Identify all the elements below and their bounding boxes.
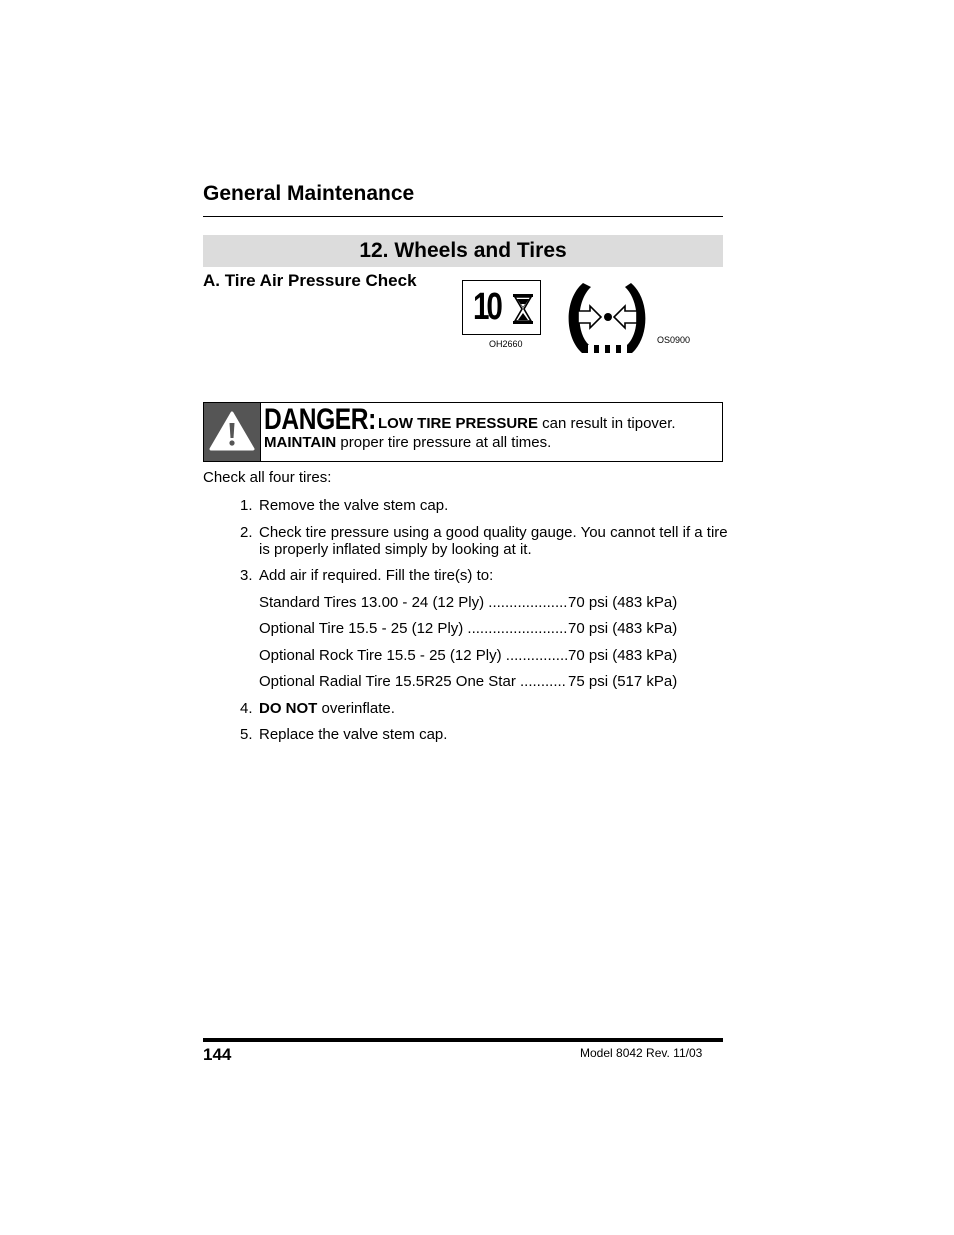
section-title: General Maintenance: [203, 182, 415, 205]
step-number: 2.: [240, 524, 253, 541]
hourglass-glyph-icon: [512, 294, 534, 324]
intro-text: Check all four tires:: [203, 469, 332, 486]
spec-value: 70 psi (483 kPa): [568, 620, 678, 637]
spec-label: Optional Tire 15.5 - 25 (12 Ply) .....: [259, 620, 567, 637]
danger-text: proper tire pressure at all times.: [336, 434, 552, 451]
danger-panel: [204, 403, 261, 461]
danger-emphasis: MAINTAIN: [264, 434, 337, 451]
chapter-title: 12. Wheels and Tires: [203, 235, 723, 267]
image-code: OH2660: [489, 339, 523, 349]
spec-value: 70 psi (483 kPa): [568, 647, 678, 664]
step-number: 3.: [240, 567, 253, 584]
model-revision: Model 8042 Rev. 11/03: [580, 1046, 703, 1060]
step-text: [259, 700, 729, 717]
subheading: A. Tire Air Pressure Check: [203, 271, 417, 290]
danger-text: can result in tipover.: [538, 415, 676, 432]
step-emphasis: DO NOT: [259, 700, 318, 717]
danger-message-line1: [378, 415, 676, 432]
spec-label: Standard Tires 13.00 - 24 (12 Ply) .....: [259, 594, 567, 611]
image-code: OS0900: [657, 335, 691, 345]
step-number: 5.: [240, 726, 253, 743]
service-interval-number: 10: [473, 286, 500, 328]
danger-emphasis: LOW TIRE PRESSURE: [378, 415, 539, 432]
step-text: Check tire pressure using a good quality gauge. You cannot tell if a tire is properly inflated simply by looking at it.: [259, 524, 728, 558]
spec-value: 75 psi (517 kPa): [568, 673, 678, 690]
danger-callout: [203, 402, 723, 462]
danger-label: DANGER:: [264, 403, 376, 436]
step-text-rest: overinflate.: [317, 700, 395, 717]
spec-value: 70 psi (483 kPa): [568, 594, 678, 611]
footer-divider: [203, 1038, 723, 1042]
hourglass-icon: [462, 280, 541, 335]
title-divider: [203, 216, 723, 217]
step-number: 4.: [240, 700, 253, 717]
danger-message-line2: [264, 434, 551, 451]
step-text: Replace the valve stem cap.: [259, 726, 448, 743]
step-text: Add air if required. Fill the tire(s) to:: [259, 567, 494, 584]
tire-pressure-icon: [568, 281, 648, 357]
step-number: 1.: [240, 497, 253, 514]
page-number: 144: [203, 1045, 232, 1064]
spec-label: Optional Radial Tire 15.5R25 One Star .....: [259, 673, 567, 690]
spec-label: Optional Rock Tire 15.5 - 25 (12 Ply) .....: [259, 647, 567, 664]
warning-triangle-icon: [204, 403, 260, 461]
step-text: Remove the valve stem cap.: [259, 497, 449, 514]
